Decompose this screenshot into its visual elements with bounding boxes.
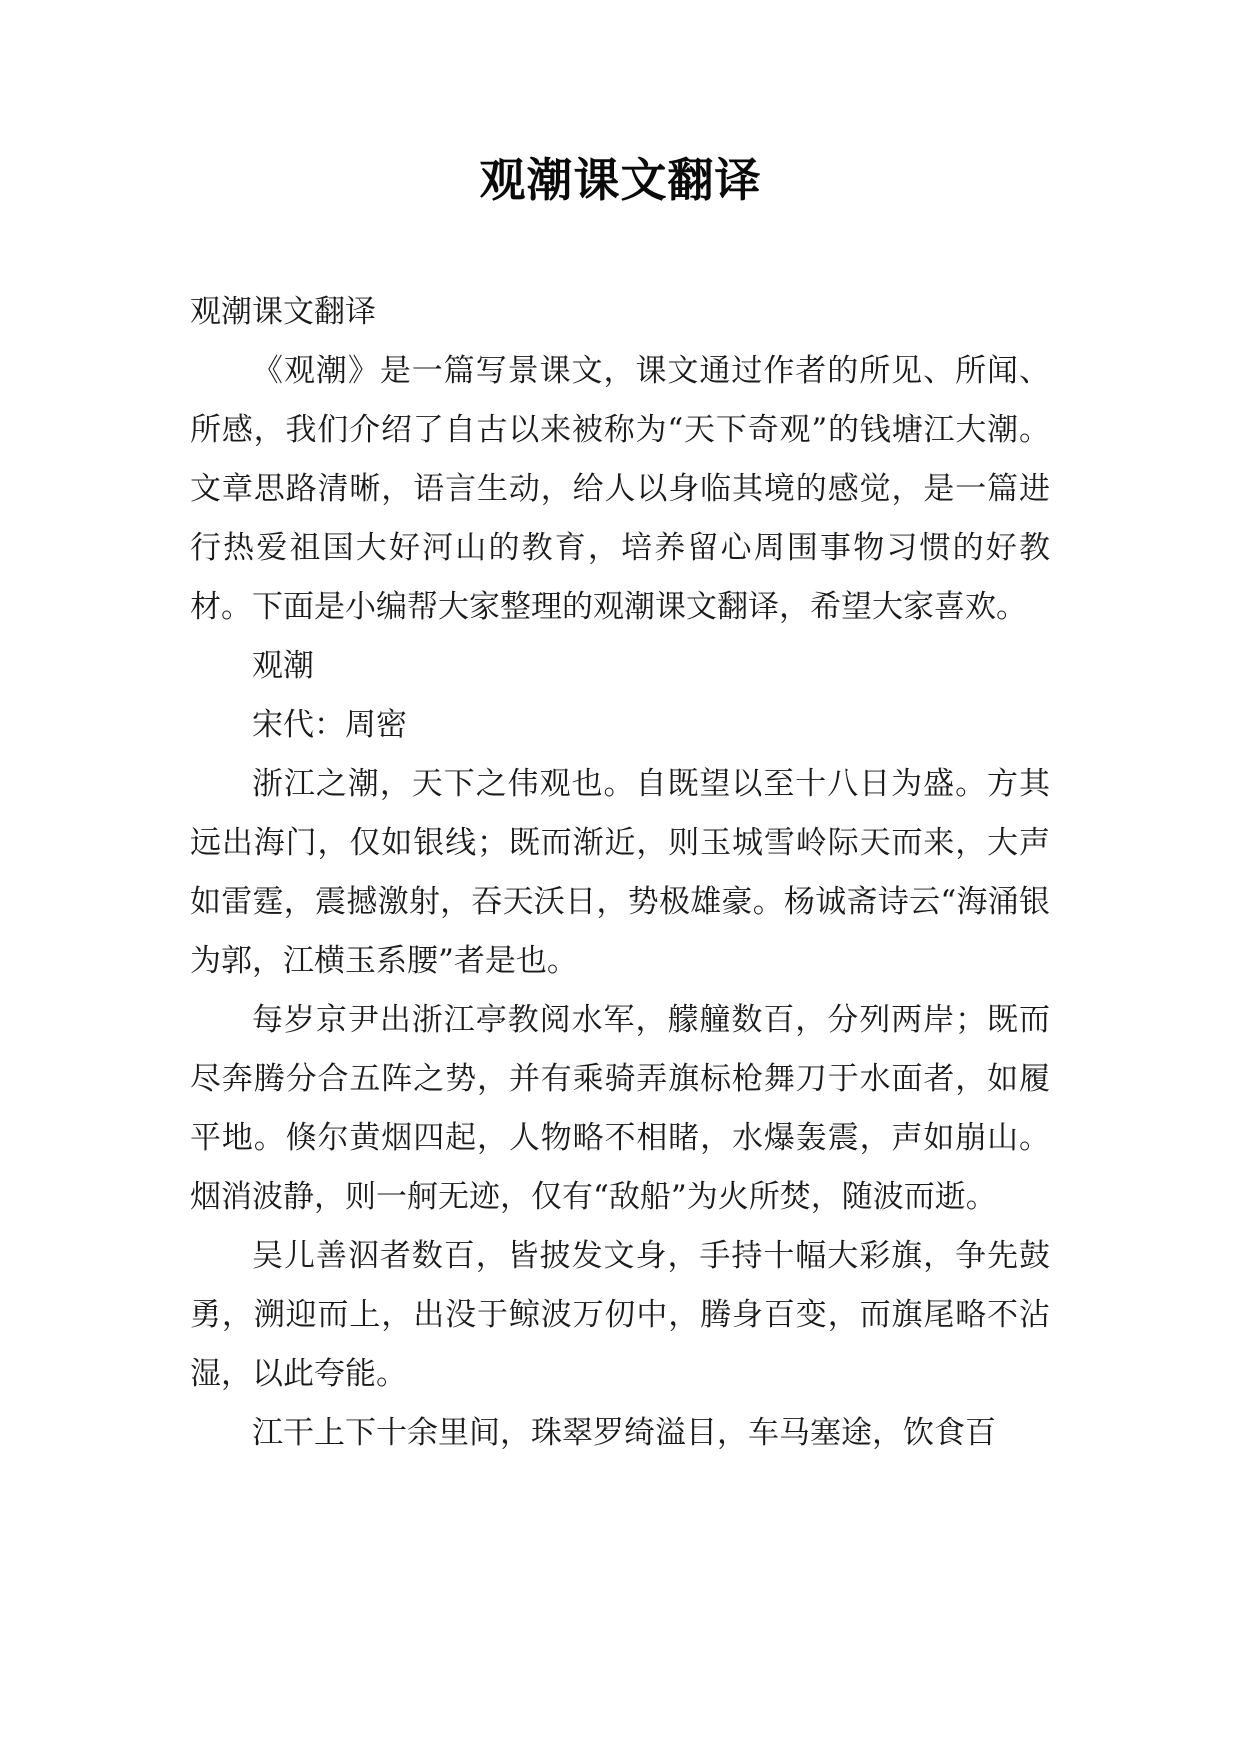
paragraph-text-2: 每岁京尹出浙江亭教阅水军，艨艟数百，分列两岸；既而尽奔腾分合五阵之势，并有乘骑弄旗标枪舞刀于水面者，如履平地。倏尔黄烟四起，人物略不相睹，水爆轰震，声如崩山。烟消波静，则一舸无迹，仅有“敌船”为火所焚，随波而逝。 <box>190 1002 1050 1215</box>
paragraph-author: 宋代：周密 <box>252 707 407 743</box>
paragraph-intro: 《观潮》是一篇写景课文，课文通过作者的所见、所闻、所感，我们介绍了自古以来被称为“天下奇观”的钱塘江大潮。文章思路清晰，语言生动，给人以身临其境的感觉，是一篇进行热爱祖国大好河山的教育，培养留心周围事物习惯的好教材。下面是小编帮大家整理的观潮课文翻译，希望大家喜欢。 <box>190 353 1050 625</box>
paragraph-text-4: 江干上下十余里间，珠翠罗绮溢目，车马塞途，饮食百 <box>252 1415 996 1451</box>
paragraph-text-3: 吴儿善泅者数百，皆披发文身，手持十幅大彩旗，争先鼓勇，溯迎而上，出没于鲸波万仞中，腾身百变，而旗尾略不沾湿，以此夸能。 <box>190 1238 1050 1392</box>
document-title: 观潮课文翻译 <box>479 153 762 207</box>
paragraph-heading: 观潮课文翻译 <box>190 294 376 330</box>
document-body <box>190 283 1050 1463</box>
paragraph-poem-title: 观潮 <box>252 648 314 684</box>
paragraph-text-1: 浙江之潮，天下之伟观也。自既望以至十八日为盛。方其远出海门，仅如银线；既而渐近，则玉城雪岭际天而来，大声如雷霆，震撼激射，吞天沃日，势极雄豪。杨诚斋诗云“海涌银为郭，江横玉系腰”者是也。 <box>190 766 1050 979</box>
